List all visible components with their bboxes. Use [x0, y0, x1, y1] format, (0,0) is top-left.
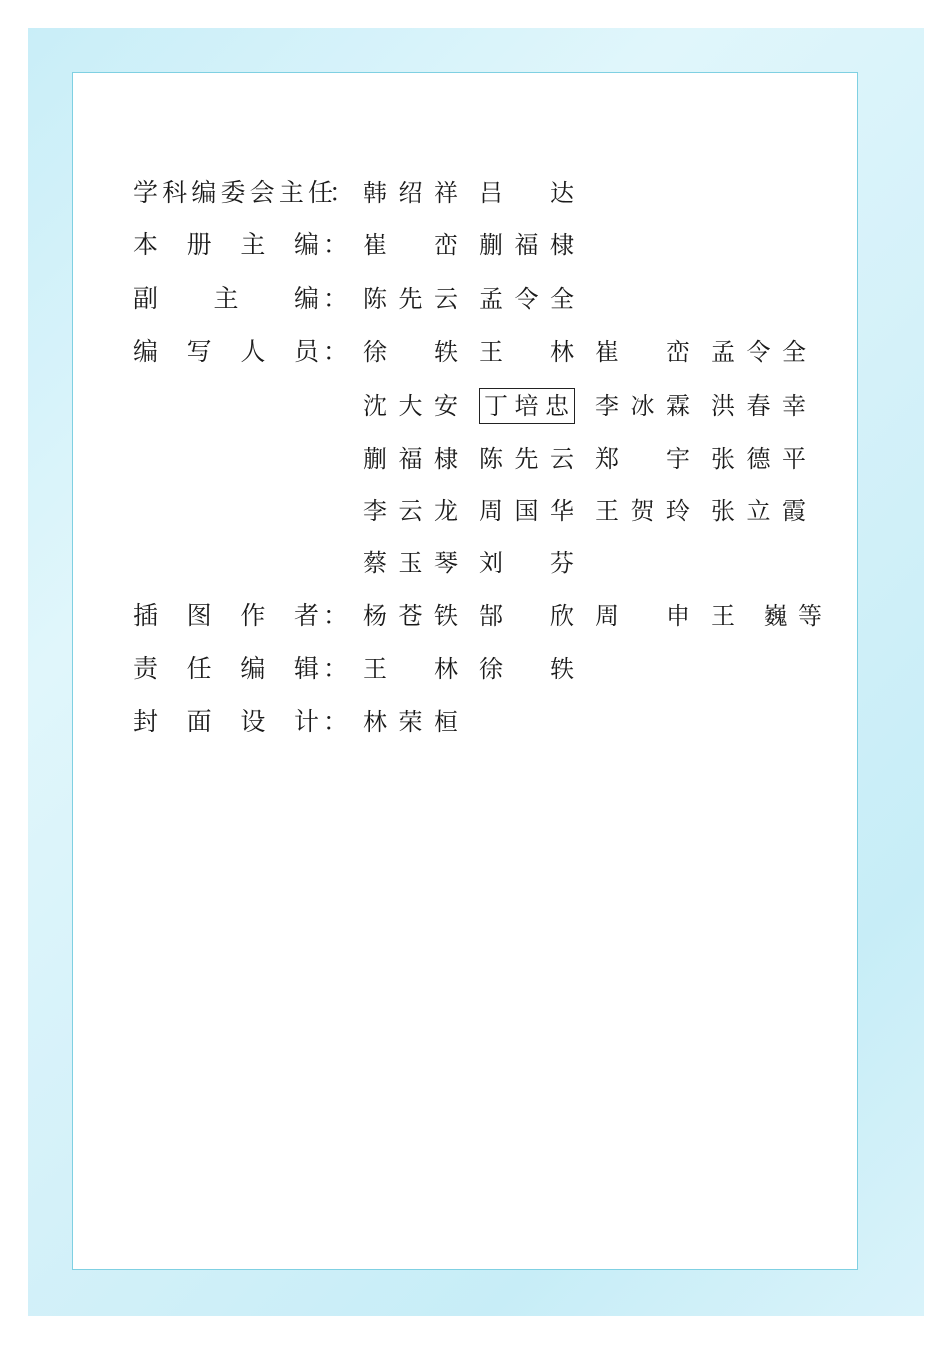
credit-role-colon: ： [323, 284, 349, 313]
credit-row [73, 649, 857, 689]
credit-row [73, 491, 857, 531]
credit-name: 韩绍祥 [363, 179, 459, 207]
credits-page [72, 72, 858, 1270]
credit-row [73, 702, 857, 742]
credit-name: 张立霞 [711, 497, 807, 525]
credit-name: 杨苍铁 [363, 602, 459, 630]
credit-name: 陈先云 [479, 445, 575, 473]
credit-row [73, 386, 857, 426]
credit-name: 李云龙 [363, 497, 459, 525]
credit-role-colon: ： [323, 230, 349, 259]
credit-role [133, 332, 363, 372]
credit-name: 王 林 [363, 655, 459, 683]
credit-name: 刘 芬 [479, 549, 575, 577]
credit-role [133, 173, 363, 213]
credit-role-colon: ： [329, 178, 355, 207]
credit-row [73, 439, 857, 479]
credit-name: 沈大安 [363, 392, 459, 420]
credit-row [73, 225, 857, 265]
credit-row [73, 596, 857, 636]
credit-name: 吕 达 [479, 179, 575, 207]
credit-name: 徐 轶 [363, 338, 459, 366]
credit-name: 王 林 [479, 338, 575, 366]
credit-role [133, 225, 363, 265]
credit-name: 孟令全 [479, 285, 575, 313]
credits-list [73, 73, 857, 1269]
credit-name: 郑 宇 [595, 445, 691, 473]
credit-name: 洪春幸 [711, 392, 807, 420]
credit-role-label: 本册主编 [133, 230, 319, 259]
credit-name: 张德平 [711, 445, 807, 473]
credit-name: 徐 轶 [479, 655, 575, 683]
credit-name: 林荣桓 [363, 708, 459, 736]
credit-role-label: 学科编委会主任 [133, 178, 333, 207]
credit-role [133, 596, 363, 636]
credit-role-label: 封面设计 [133, 707, 319, 736]
credit-role-label: 责任编辑 [133, 654, 319, 683]
credit-name: 郜 欣 [479, 602, 575, 630]
credit-role [133, 702, 363, 742]
credit-name: 陈先云 [363, 285, 459, 313]
credit-row [73, 279, 857, 319]
credit-role-label: 插图作者 [133, 601, 319, 630]
credit-name-boxed: 丁培忠 [479, 388, 575, 424]
credit-row [73, 173, 857, 213]
credit-name: 李冰霖 [595, 392, 691, 420]
credit-name: 崔 峦 [595, 338, 691, 366]
credit-name: 蒯福棣 [479, 231, 575, 259]
credit-name: 蔡玉琴 [363, 549, 459, 577]
credit-role [133, 649, 363, 689]
credit-role-label: 副主编 [133, 284, 319, 313]
credit-role-colon: ： [323, 337, 349, 366]
credit-name: 蒯福棣 [363, 445, 459, 473]
credit-name: 崔 峦 [363, 231, 459, 259]
credit-name: 周国华 [479, 497, 575, 525]
credit-role-colon: ： [323, 601, 349, 630]
credit-row [73, 543, 857, 583]
credit-name: 孟令全 [711, 338, 807, 366]
credit-role-label: 编写人员 [133, 337, 319, 366]
credit-role-colon: ： [323, 707, 349, 736]
credit-role [133, 279, 363, 319]
credit-name: 周 申 [595, 602, 691, 630]
credit-name: 王 巍等 [711, 602, 823, 630]
credit-row [73, 332, 857, 372]
credit-name: 王贺玲 [595, 497, 691, 525]
credit-role-colon: ： [323, 654, 349, 683]
